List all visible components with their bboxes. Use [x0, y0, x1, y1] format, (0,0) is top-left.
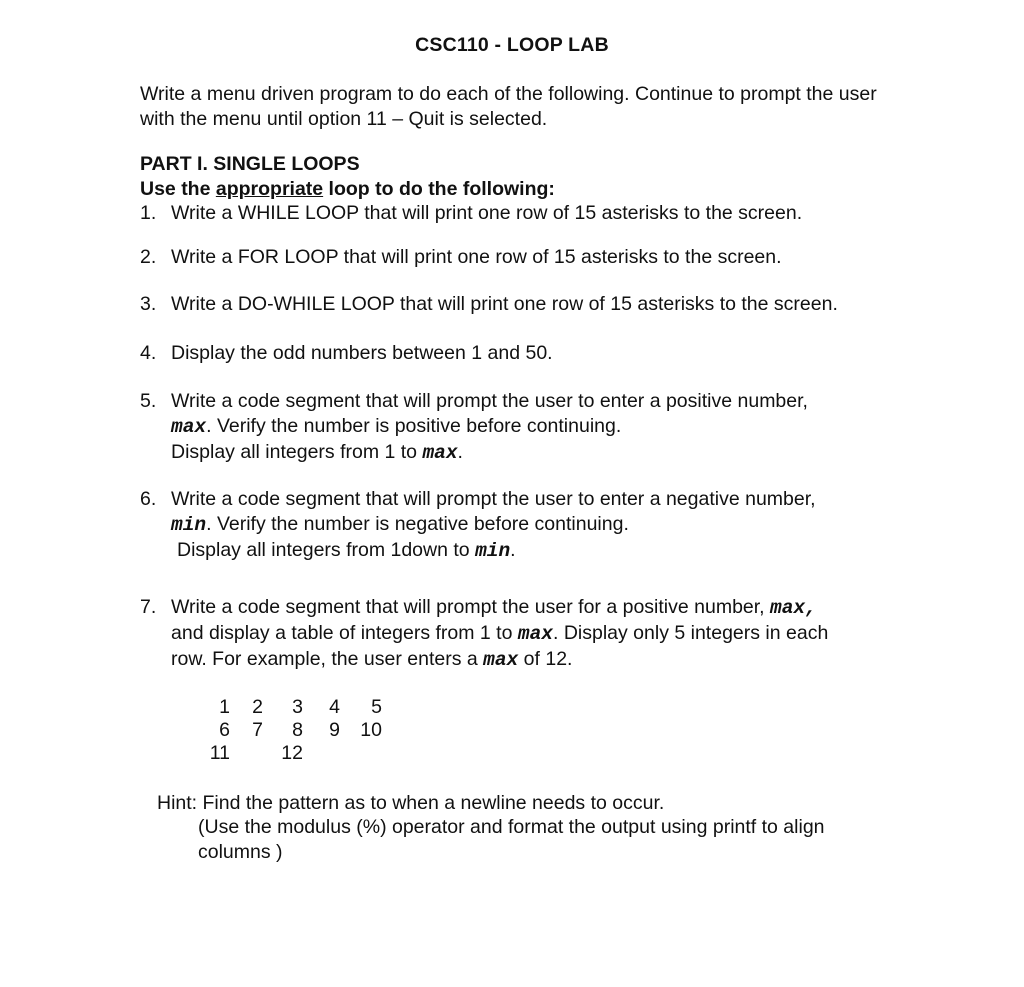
table-cell: 1 — [219, 696, 230, 718]
item-line — [171, 440, 900, 466]
item-line — [171, 538, 900, 564]
code-variable: max — [422, 442, 458, 464]
code-variable: min — [171, 514, 207, 536]
instruction-suffix: loop to do the following: — [323, 178, 555, 200]
list-item — [140, 245, 900, 270]
item-body — [171, 389, 900, 466]
item-line-text: of 12. — [518, 648, 573, 670]
code-variable: max, — [770, 597, 817, 619]
item-number: 7. — [140, 596, 157, 618]
hint-detail-text: (Use the modulus (%) operator and format the output using printf to align columns ) — [198, 816, 825, 863]
table-cell: 9 — [329, 719, 340, 741]
item-line-text: Display all integers from 1down to — [177, 539, 476, 561]
table-cell — [303, 742, 340, 765]
hint-text: Hint: Find the pattern as to when a newline needs to occur. — [157, 792, 665, 814]
instruction-underlined-word: appropriate — [215, 178, 324, 200]
item-number: 4. — [140, 342, 157, 364]
list-item — [140, 292, 900, 317]
item-line-text: . — [510, 539, 516, 561]
item-line-text: row. For example, the user enters a — [171, 648, 484, 670]
table-row — [200, 719, 382, 742]
list-item — [140, 595, 900, 673]
item-line-text: and display a table of integers from 1 to — [171, 622, 518, 644]
table-cell: 12 — [281, 742, 303, 764]
item-number: 1. — [140, 202, 157, 224]
table-cell: 5 — [371, 696, 382, 718]
item-line — [171, 595, 900, 621]
table-row — [200, 696, 382, 719]
table-cell: 8 — [292, 719, 303, 741]
item-line — [171, 414, 900, 440]
instruction-prefix: Use the — [140, 178, 216, 200]
item-number: 3. — [140, 293, 157, 315]
table-cell — [340, 742, 382, 765]
item-line-text: Write a code segment that will prompt the user for a positive number, — [171, 596, 771, 618]
page-title: CSC110 - LOOP LAB — [415, 34, 609, 56]
list-item — [140, 341, 900, 366]
item-line: Write a code segment that will prompt the user to enter a positive number, — [171, 390, 808, 412]
list-item — [140, 201, 900, 226]
example-output-table — [200, 696, 382, 765]
item-text: Display the odd numbers between 1 and 50. — [171, 342, 553, 364]
table-cell: 6 — [219, 719, 230, 741]
table-row — [200, 742, 382, 765]
code-variable: max — [171, 416, 207, 438]
item-line-text: . — [457, 441, 463, 463]
item-number: 2. — [140, 246, 157, 268]
table-cell: 11 — [209, 742, 230, 764]
item-line-text: Display all integers from 1 to — [171, 441, 423, 463]
table-cell: 3 — [292, 696, 303, 718]
item-line — [171, 647, 900, 673]
table-cell: 2 — [252, 696, 263, 718]
table-cell — [230, 742, 263, 765]
intro-paragraph: Write a menu driven program to do each of the following. Continue to prompt the user with the menu until option 11 – Quit is selected. — [140, 83, 877, 130]
table-cell: 10 — [360, 719, 382, 741]
item-body — [171, 487, 900, 564]
item-body — [171, 595, 900, 673]
code-variable: min — [475, 540, 511, 562]
code-variable: max — [517, 623, 553, 645]
list-item — [140, 389, 900, 466]
item-line-text: . Verify the number is negative before continuing. — [206, 513, 629, 535]
item-line-text: . Display only 5 integers in each — [552, 622, 829, 644]
item-text: Write a WHILE LOOP that will print one row of 15 asterisks to the screen. — [171, 202, 803, 224]
item-line — [171, 512, 900, 538]
item-number: 5. — [140, 390, 157, 412]
item-number: 6. — [140, 488, 157, 510]
item-text: Write a FOR LOOP that will print one row of 15 asterisks to the screen. — [171, 246, 782, 268]
item-line-text: . Verify the number is positive before continuing. — [206, 415, 622, 437]
code-variable: max — [483, 649, 519, 671]
instruction-line — [140, 177, 555, 202]
table-cell: 4 — [329, 696, 340, 718]
item-line — [171, 621, 900, 647]
part-heading: PART I. SINGLE LOOPS — [140, 153, 360, 175]
item-line: Write a code segment that will prompt the user to enter a negative number, — [171, 488, 816, 510]
item-text: Write a DO-WHILE LOOP that will print one row of 15 asterisks to the screen. — [171, 293, 838, 315]
list-item — [140, 487, 900, 564]
table-cell: 7 — [252, 719, 263, 741]
